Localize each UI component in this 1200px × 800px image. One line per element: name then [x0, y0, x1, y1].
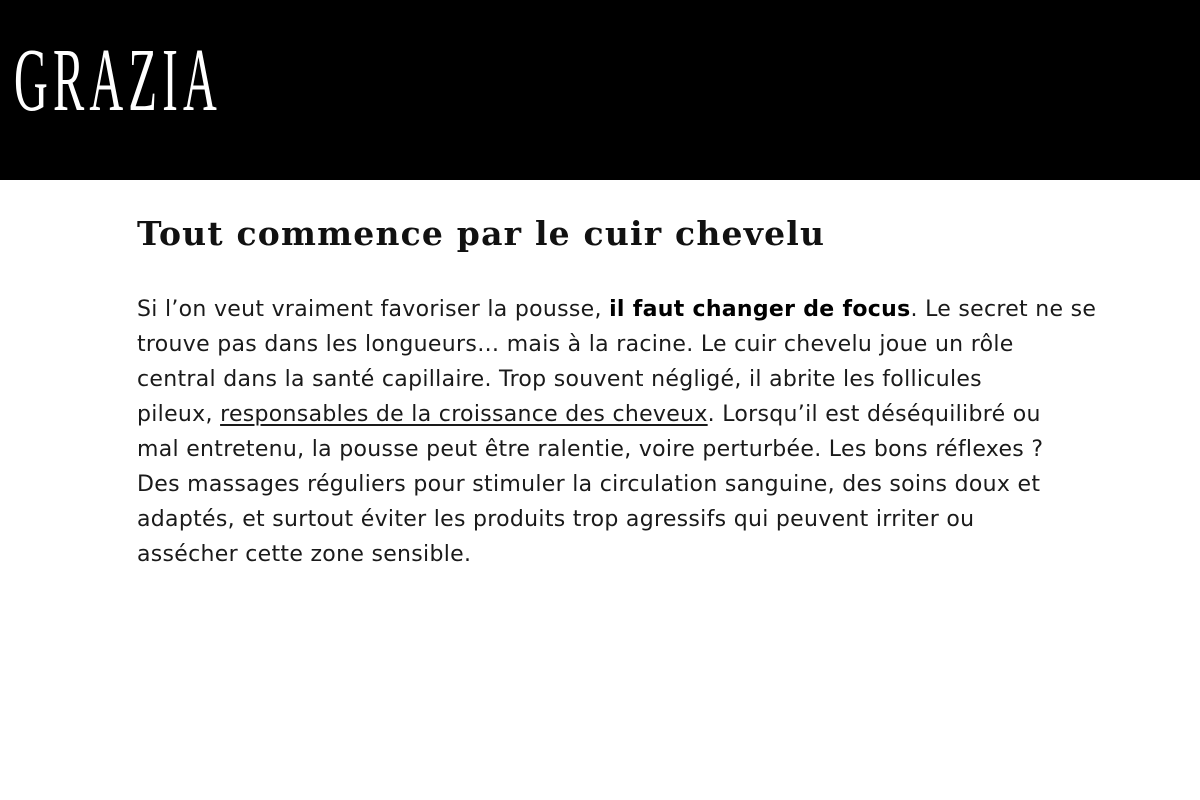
paragraph-line-2: trouve pas dans les longueurs… mais à la racine. Le cuir chevelu joue un rôle: [137, 332, 1014, 357]
paragraph-line-7: adaptés, et surtout éviter les produits trop agressifs qui peuvent irriter ou: [137, 507, 975, 532]
paragraph-line-6: Des massages réguliers pour stimuler la circulation sanguine, des soins doux et: [137, 472, 1041, 497]
hair-growth-link[interactable]: responsables de la croissance des cheveux: [220, 402, 708, 427]
line4-text-before-link: pileux,: [137, 402, 221, 427]
section-heading: Tout commence par le cuir chevelu: [137, 214, 826, 253]
bold-emphasis: il faut changer de focus: [609, 297, 911, 322]
paragraph-line-1: [137, 292, 1197, 327]
grazia-logo[interactable]: GRAZIA: [14, 31, 222, 130]
line4-text-after-link: . Lorsqu’il est déséquilibré ou: [707, 402, 1041, 427]
paragraph-line-8: assécher cette zone sensible.: [137, 542, 472, 567]
line1-text-after-bold: . Le secret ne se: [910, 297, 1097, 322]
line1-text-before-bold: Si l’on veut vraiment favoriser la pousse,: [137, 297, 610, 322]
site-header: [0, 0, 1200, 180]
paragraph-line-5: mal entretenu, la pousse peut être ralentie, voire perturbée. Les bons réflexes ?: [137, 437, 1044, 462]
article-paragraph: [137, 292, 1197, 572]
paragraph-line-4: [137, 397, 1197, 432]
paragraph-line-3: central dans la santé capillaire. Trop souvent négligé, il abrite les follicules: [137, 367, 982, 392]
article-section: [137, 210, 1197, 572]
